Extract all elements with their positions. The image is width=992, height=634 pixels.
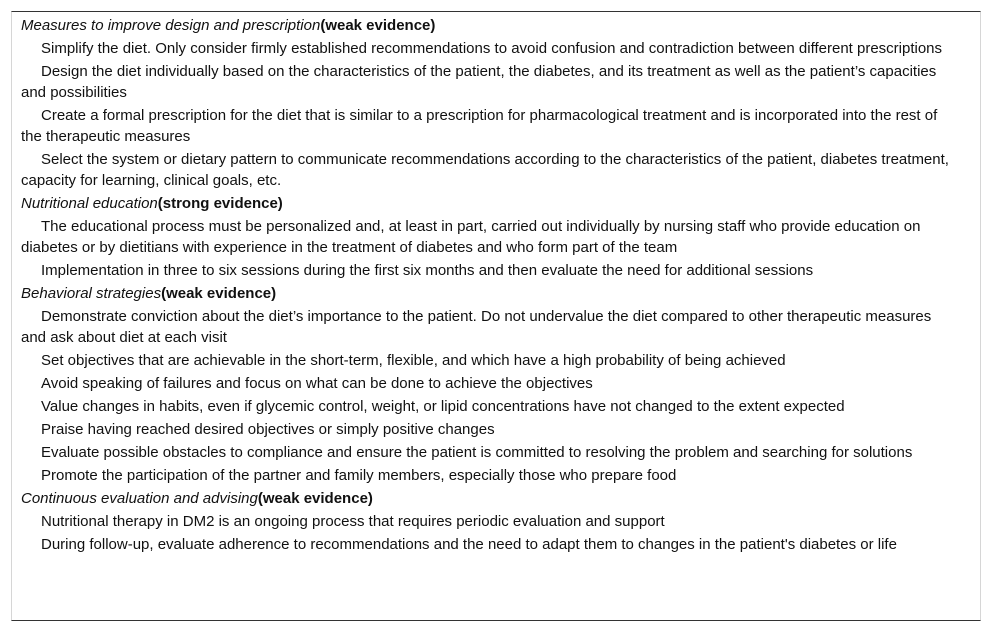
section-title: Nutritional education [21, 195, 158, 212]
list-item: Value changes in habits, even if glycemic control, weight, or lipid concentrations have not changed to the extent expected [41, 398, 845, 415]
table-content [21, 13, 951, 555]
list-item: Select the system or dietary pattern to communicate recommendations according to the characteristics of the patient, diabetes treatment, capacity for learning, clinical goals, etc. [21, 151, 949, 189]
list-item: Set objectives that are achievable in the short-term, flexible, and which have a high probability of being achieved [41, 352, 786, 369]
section-heading [21, 15, 951, 36]
list-item: The educational process must be personalized and, at least in part, carried out individually by nursing staff who provide education on diabetes or by dietitians with experience in the treatment of diabetes and who form part of the team [21, 218, 921, 256]
list-item: Design the diet individually based on the characteristics of the patient, the diabetes, and its treatment as well as the patient’s capacities and possibilities [21, 63, 937, 101]
section-title: Measures to improve design and prescription [21, 17, 321, 34]
section-title: Behavioral strategies [21, 285, 162, 302]
section-continuous-evaluation [21, 488, 951, 555]
section-behavioral-strategies [21, 283, 951, 486]
section-nutritional-education [21, 193, 951, 281]
evidence-label: (weak evidence) [257, 490, 373, 507]
list-item: Implementation in three to six sessions during the first six months and then evaluate the need for additional sessions [41, 262, 814, 279]
section-heading [21, 193, 951, 214]
evidence-label: (strong evidence) [157, 195, 283, 212]
list-item: Avoid speaking of failures and focus on what can be done to achieve the objectives [41, 375, 593, 392]
evidence-label: (weak evidence) [161, 285, 277, 302]
recommendations-table [11, 11, 981, 621]
section-title: Continuous evaluation and advising [21, 490, 258, 507]
section-design-prescription [21, 15, 951, 191]
list-item: Nutritional therapy in DM2 is an ongoing process that requires periodic evaluation and support [41, 513, 665, 530]
list-item: During follow-up, evaluate adherence to recommendations and the need to adapt them to changes in the patient's diabetes or life [41, 536, 897, 553]
list-item: Create a formal prescription for the diet that is similar to a prescription for pharmacological treatment and is incorporated into the rest of the therapeutic measures [21, 107, 938, 145]
section-heading [21, 488, 951, 509]
evidence-label: (weak evidence) [320, 17, 436, 34]
list-item: Evaluate possible obstacles to compliance and ensure the patient is committed to resolving the problem and searching for solutions [41, 444, 913, 461]
list-item: Praise having reached desired objectives or simply positive changes [41, 421, 495, 438]
list-item: Simplify the diet. Only consider firmly established recommendations to avoid confusion and contradiction between different prescriptions [41, 40, 943, 57]
section-heading [21, 283, 951, 304]
list-item: Demonstrate conviction about the diet’s importance to the patient. Do not undervalue the diet compared to other therapeutic measures and ask about diet at each visit [21, 308, 932, 346]
list-item: Promote the participation of the partner and family members, especially those who prepare food [41, 467, 677, 484]
